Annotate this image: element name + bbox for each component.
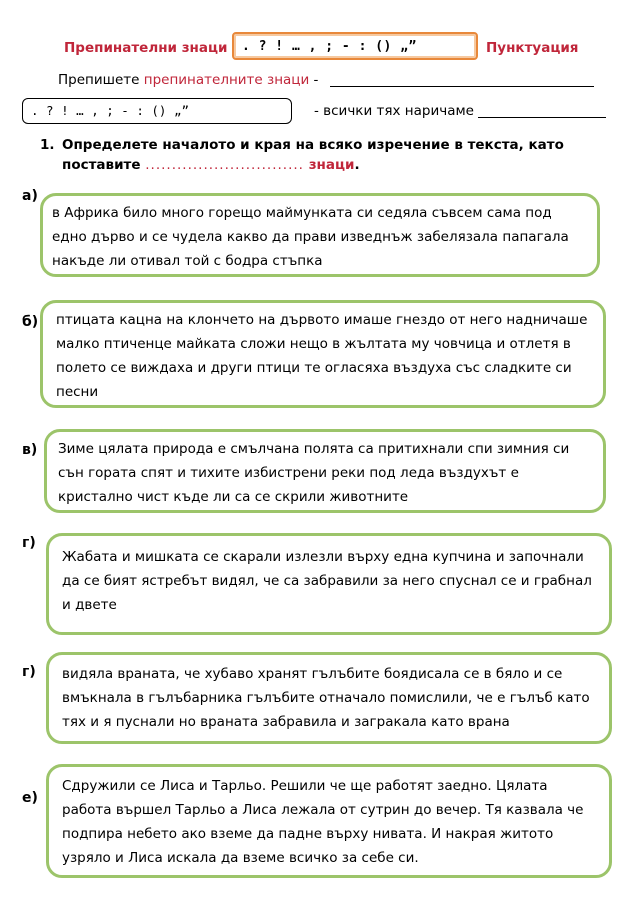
call-text: - всички тях наричаме xyxy=(314,103,474,119)
text-g1 xyxy=(62,545,592,617)
text-line: подпира небето ако вземе да падне върху нивата. И накрая житото xyxy=(62,826,554,842)
task-text: Определете началото и края на всяко изречение в текста, като поставите xyxy=(62,137,564,173)
task-end: . xyxy=(354,157,360,173)
text-line: и двете xyxy=(62,597,117,613)
text-g2 xyxy=(62,662,590,734)
text-line: тях и я пуснали но враната забравила и загракала като врана xyxy=(62,714,510,730)
text-line: малко птиченце майката сложи нещо в жълтата му човчица и отлетя в xyxy=(56,336,571,352)
text-line: накъде ли отивал той с бодра стъпка xyxy=(52,253,323,269)
answer-line-1[interactable] xyxy=(330,86,594,87)
text-line: едно дърво и се чудела какво да прави изведнъж забелязала папагала xyxy=(52,229,569,245)
text-line: Зиме цялата природа е смълчана полята са притихнали спи зимния си xyxy=(58,441,570,457)
text-line: работа вършел Тарльо а Лиса лежала от сутрин до вечер. Тя казвала че xyxy=(62,802,584,818)
text-line: песни xyxy=(56,384,99,400)
task-highlight: знаци xyxy=(308,157,355,173)
text-line: видяла враната, че хубаво хранят гълъбите боядисала се в бяло и се xyxy=(62,666,563,682)
rewrite-instruction xyxy=(58,72,318,88)
marks-copy-box xyxy=(22,98,292,124)
rewrite-highlight: препинателните знаци xyxy=(143,72,310,88)
text-line: вмъкнала в гълъбарника гълъбите отначало помислили, че е гълъб като xyxy=(62,690,590,706)
punctuation-marks: . ? ! … , ; - : () „” xyxy=(242,39,417,54)
section-label-a: а) xyxy=(22,188,38,204)
answer-line-2[interactable] xyxy=(478,117,606,118)
text-v xyxy=(58,437,569,509)
text-line: узряло и Лиса искала да вземе всичко за себе си. xyxy=(62,850,419,866)
section-label-e: е) xyxy=(22,790,38,806)
text-line: Жабата и мишката се скарали излезли върху една купчина и започнали xyxy=(62,549,584,565)
marks-copy: . ? ! … , ; - : () „” xyxy=(31,103,190,118)
section-label-v: в) xyxy=(22,442,38,458)
text-line: в Африка било много горещо маймунката си седяла съвсем сама под xyxy=(52,205,552,221)
section-label-g1: г) xyxy=(22,535,36,551)
title-right: Пунктуация xyxy=(486,40,579,56)
section-label-b: б) xyxy=(22,314,39,330)
text-b xyxy=(56,308,587,404)
section-label-g2: г) xyxy=(22,664,36,680)
text-e xyxy=(62,774,583,870)
text-line: кристално чист къде ли са се скрили животните xyxy=(58,489,409,505)
text-line: Сдружили се Лиса и Тарльо. Решили че ще работят заедно. Цялата xyxy=(62,778,548,794)
rewrite-prefix: Препишете xyxy=(58,72,144,88)
punctuation-marks-box xyxy=(232,32,478,60)
text-a xyxy=(52,201,569,273)
task-number: 1. xyxy=(40,137,55,153)
text-line: полето се виждаха и други птици те огласяха въздуха със сладките си xyxy=(56,360,572,376)
text-line: птицата кацна на клончето на дървото имаше гнездо от него надничаше xyxy=(56,312,588,328)
title-left: Препинателни знаци xyxy=(64,40,228,56)
rewrite-suffix: - xyxy=(309,72,319,88)
task-dots: .............................. xyxy=(145,157,304,173)
text-line: да се бият ястребът видял, че са забравили за него спуснал се и грабнал xyxy=(62,573,592,589)
text-line: сън гората спят и тихите избистрени реки под леда въздухът е xyxy=(58,465,519,481)
